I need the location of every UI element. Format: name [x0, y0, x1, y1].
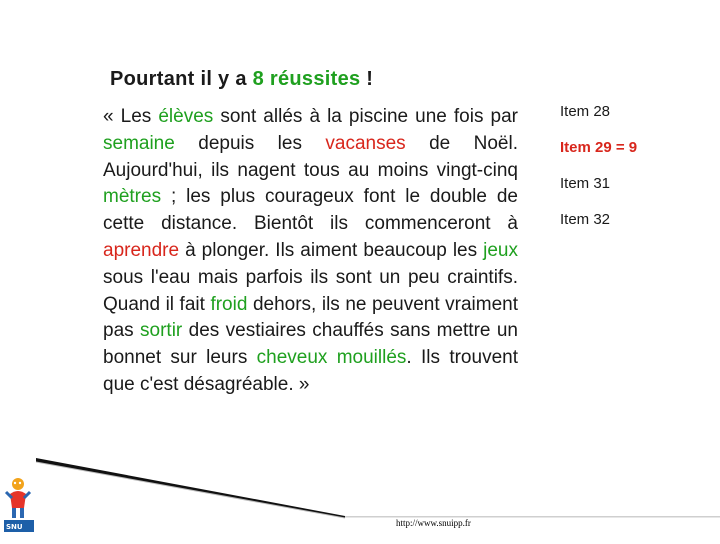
passage-text: des vestiaires chauffés sans mettre un bonnet sur leurs — [103, 320, 518, 369]
highlighted-word: froid — [210, 293, 248, 315]
highlighted-word: aprendre — [103, 239, 180, 261]
highlighted-word: cheveux mouillés — [256, 347, 407, 369]
highlighted-word: vacanses — [325, 132, 406, 154]
item-list — [560, 104, 637, 248]
slide-title — [110, 68, 373, 91]
passage-text: ; les plus courageux font le double de cette distance. Bientôt ils commenceront à — [103, 186, 518, 235]
title-text: Pourtant il y a — [110, 68, 253, 90]
footer-url: http://www.snuipp.fr — [396, 518, 471, 528]
passage-text: sous l'eau mais parfois ils sont un peu craintifs. Quand il fait — [103, 266, 518, 315]
title-end: ! — [360, 68, 374, 90]
passage-text: depuis les — [174, 132, 326, 154]
passage-text: . Ils trouvent que c'est désagréable. » — [103, 347, 518, 395]
passage-text: sont allés à la piscine une fois par — [213, 106, 518, 127]
item-label: Item 29 = 9 — [560, 139, 638, 156]
passage-text: de Noël. Aujourd'hui, ils nagent tous au moins vingt-cinq — [103, 132, 518, 181]
svg-text:SNU: SNU — [6, 523, 23, 531]
footer-decoration — [0, 454, 720, 544]
item-label: Item 28 — [560, 103, 611, 120]
item-label: Item 31 — [560, 175, 611, 192]
passage-text: « Les — [103, 106, 159, 127]
title-highlight: 8 réussites — [252, 68, 361, 90]
highlighted-word: élèves — [158, 106, 214, 127]
highlighted-word: sortir — [140, 320, 183, 342]
passage-text: dehors, ils ne peuvent vraiment pas — [103, 293, 519, 342]
snuipp-logo — [2, 474, 42, 536]
highlighted-word: semaine — [103, 132, 175, 154]
item-label: Item 32 — [560, 211, 611, 228]
dictation-passage — [103, 104, 518, 399]
highlighted-word: mètres — [103, 186, 162, 208]
highlighted-word: jeux — [483, 239, 518, 261]
passage-text: à plonger. Ils aiment beaucoup les — [179, 239, 484, 261]
